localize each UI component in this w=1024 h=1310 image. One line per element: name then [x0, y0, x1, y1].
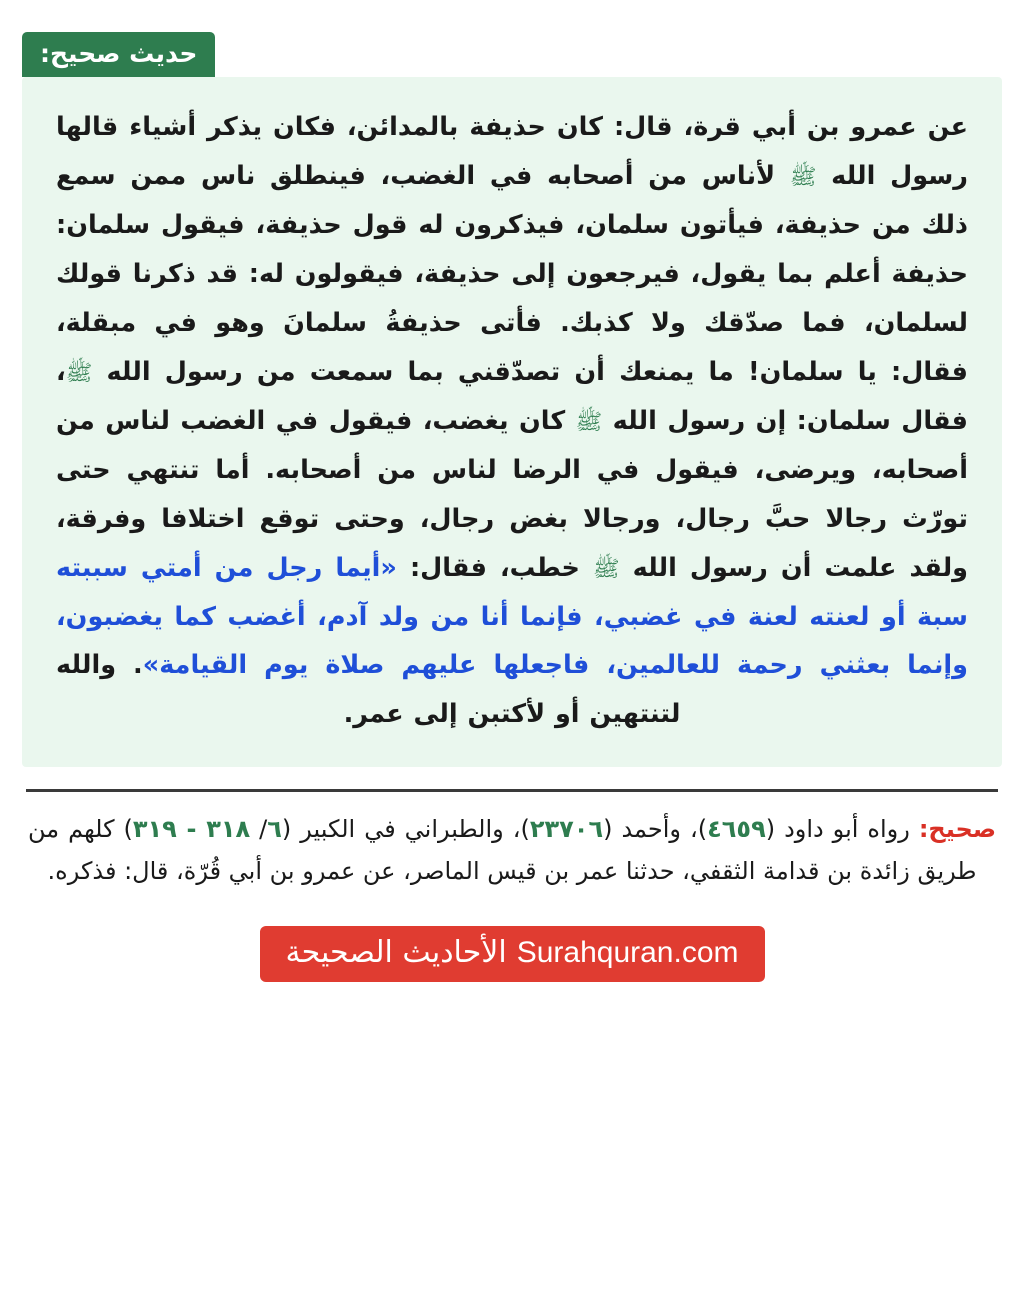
text-run-sallam: ﷺ [575, 409, 603, 435]
footer-row [22, 926, 1002, 982]
text-run-quoted: «أيما رجل من أمتي سببته سبة أو لعنته لعنة في غضبي، فإنما أنا من ولد آدم، أغضب كما يغضبون، وإنما بعثني رحمة للعالمين، فاجعلها عليهم صلاة يوم القيامة» [56, 552, 969, 681]
text-run-normal: عن عمرو بن أبي قرة، قال: كان حذيفة بالمدائن، فكان يذكر أشياء قالها رسول الله [56, 112, 968, 191]
text-run-normal: خطب، فقال: [396, 552, 593, 583]
text-run-normal: ) كلهم من طريق زائدة بن قدامة الثقفي، حدثنا عمر بن قيس الماصر، عن عمرو بن أبي قُرّة، قال: فذكره. [28, 815, 977, 886]
text-run-normal: )، وأحمد ( [603, 815, 708, 844]
text-run-normal: رواه أبو داود ( [765, 815, 919, 844]
site-title: الأحاديث الصحيحة [285, 935, 507, 971]
text-run-num: ٦ [267, 815, 282, 844]
text-run-sallam: ﷺ [592, 556, 620, 582]
grading-label: صحيح: [918, 815, 997, 844]
text-run-sallam: ﷺ [789, 164, 817, 190]
text-run-sallam: ﷺ [65, 360, 93, 386]
hadith-card [22, 77, 1002, 767]
text-run-num: ٤٦٥٩ [707, 815, 766, 844]
badge-row [22, 0, 1002, 77]
site-footer-button[interactable] [260, 926, 765, 982]
text-run-normal: )، والطبراني في الكبير ( [281, 815, 530, 844]
text-run-normal: ، فقال سلمان: إن رسول الله [56, 356, 968, 436]
text-run-normal: كان يغضب، فيقول في الغضب لناس من أصحابه، ويرضى، فيقول في الرضا لناس من أصحابه. أما تنتهي حتى تورّث رجالا حبَّ رجال، ورجالا بغض رجال، وحتى توقع اختلافا وفرقة، ولقد علمت أن رسول الله [56, 405, 968, 583]
divider [26, 789, 998, 792]
site-name: Surahquran.com [516, 936, 739, 970]
status-badge: حديث صحيح: [22, 32, 215, 77]
text-run-normal: . والله لتنتهين أو لأكتبن إلى عمر. [56, 650, 681, 730]
text-run-num: ٢٣٧٠٦ [529, 815, 604, 844]
hadith-text [56, 103, 968, 739]
text-run-normal: / [250, 815, 268, 844]
text-run-normal: لأناس من أصحابه في الغضب، فينطلق ناس ممن سمع ذلك من حذيفة، فيأتون سلمان، فيذكرون له قول حذيفة، فيقول سلمان: حذيفة أعلم بما يقول، فيرجعون إلى حذيفة، فيقولون له: قد ذكرنا قولك لسلمان، فما صدّقك ولا كذبك. فأتى حذيفةُ سلمانَ وهو في مبقلة، فقال: يا سلمان! ما يمنعك أن تصدّقني بما سمعت من رسول الله [56, 160, 968, 387]
text-run-num: ٣١٨ - ٣١٩ [132, 815, 251, 844]
takhrij-paragraph [22, 808, 1002, 892]
